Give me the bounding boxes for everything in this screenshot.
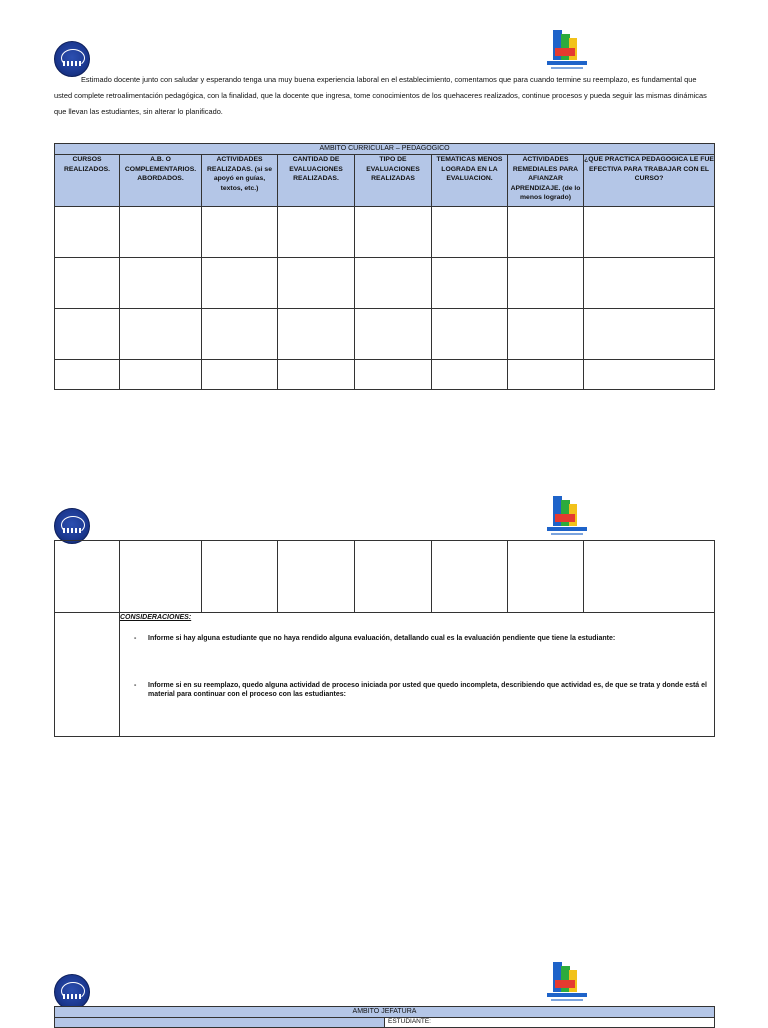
table-cell[interactable]: [432, 541, 508, 613]
header-practica: ¿QUE PRACTICA PEDAGOGICA LE FUE EFECTIVA PARA TRABAJAR CON EL CURSO?: [584, 155, 715, 207]
table-cell[interactable]: [202, 207, 278, 258]
intro-paragraph: Estimado docente junto con saludar y esperando tenga una muy buena experiencia laboral en el establecimiento, comentamos que para cuando termine su reemplazo, es fundamental que usted complete retroalimentación pedagógica, con la finalidad, que la docente que ingresa, tome conocimientos de los quehaceres realizados, continue procesos y pueda seguir las mismas dinámicas que llevan las estudiantes, sin alterar lo planificado.: [54, 75, 707, 116]
table-cell[interactable]: [508, 360, 584, 390]
table-cell[interactable]: [202, 309, 278, 360]
student-label: ESTUDIANTE:: [385, 1018, 715, 1028]
header-tematicas: TEMATICAS MENOS LOGRADA EN LA EVALUACION.: [432, 155, 508, 207]
liceo-logo: [547, 962, 587, 1006]
table-row[interactable]: [55, 541, 715, 613]
header-tipo-evaluaciones: TIPO DE EVALUACIONES REALIZADAS: [355, 155, 432, 207]
table-cell[interactable]: [55, 613, 120, 737]
table-cell[interactable]: [355, 360, 432, 390]
table-cell[interactable]: [355, 258, 432, 309]
liceo-logo: [547, 496, 587, 540]
table-cell[interactable]: [584, 309, 715, 360]
table-cell[interactable]: [278, 360, 355, 390]
table-cell[interactable]: [278, 541, 355, 613]
considerations-cell[interactable]: [120, 613, 715, 737]
table-cell[interactable]: [432, 258, 508, 309]
school-crest-logo: [54, 508, 90, 544]
table-cell[interactable]: [202, 541, 278, 613]
table-cell[interactable]: [120, 360, 202, 390]
consideration-item-incomplete-activity: [120, 681, 714, 699]
table-cell[interactable]: [584, 258, 715, 309]
header-actividades: ACTIVIDADES REALIZADAS. (si se apoyó en guías, textos, etc.): [202, 155, 278, 207]
table-cell[interactable]: [278, 207, 355, 258]
table-cell[interactable]: [508, 541, 584, 613]
jefatura-table-title: AMBITO JEFATURA: [55, 1007, 715, 1018]
table-cell[interactable]: [508, 309, 584, 360]
table-cell[interactable]: [355, 207, 432, 258]
curricular-table-title: AMBITO CURRICULAR – PEDAGOGICO: [55, 144, 715, 155]
table-cell[interactable]: [432, 309, 508, 360]
table-cell[interactable]: [508, 207, 584, 258]
table-cell[interactable]: [55, 258, 120, 309]
table-cell[interactable]: [432, 360, 508, 390]
table-cell[interactable]: [584, 207, 715, 258]
table-row[interactable]: [55, 309, 715, 360]
consideration-text: Informe si hay alguna estudiante que no haya rendido alguna evaluación, detallando cual es la evaluación pendiente que tiene la estudiante:: [148, 635, 616, 642]
table-cell[interactable]: [508, 258, 584, 309]
table-row[interactable]: [55, 360, 715, 390]
consideration-text: Informe si en su reemplazo, quedo alguna actividad de proceso iniciada por usted que quedo incompleta, describiendo que actividad es, de que se trata y donde está el material para continuar con el proceso con las estudiantes:: [148, 682, 707, 698]
considerations-title: CONSIDERACIONES:: [120, 614, 192, 621]
curricular-table: [54, 143, 715, 390]
table-cell[interactable]: [55, 309, 120, 360]
bullet-dash: -: [134, 682, 137, 689]
bullet-dash: -: [134, 635, 137, 642]
table-cell[interactable]: [584, 360, 715, 390]
table-cell[interactable]: [278, 258, 355, 309]
table-cell[interactable]: [55, 1018, 385, 1028]
header-remediales: ACTIVIDADES REMEDIALES PARA AFIANZAR APRENDIZAJE. (de lo menos logrado): [508, 155, 584, 207]
header-cantidad-evaluaciones: CANTIDAD DE EVALUACIONES REALIZADAS.: [278, 155, 355, 207]
table-cell[interactable]: [202, 258, 278, 309]
consideration-item-pending-evaluation: [120, 634, 714, 643]
table-cell[interactable]: [584, 541, 715, 613]
continuation-table: [54, 540, 715, 737]
liceo-logo: [547, 30, 587, 74]
table-cell[interactable]: [55, 207, 120, 258]
table-cell[interactable]: [202, 360, 278, 390]
table-cell[interactable]: [355, 309, 432, 360]
table-cell[interactable]: [120, 541, 202, 613]
table-cell[interactable]: [120, 207, 202, 258]
table-cell[interactable]: [120, 258, 202, 309]
table-cell[interactable]: [55, 541, 120, 613]
considerations-row: [55, 613, 715, 737]
table-cell[interactable]: [120, 309, 202, 360]
table-row[interactable]: [55, 207, 715, 258]
table-cell[interactable]: [355, 541, 432, 613]
header-cursos: CURSOS REALIZADOS.: [55, 155, 120, 207]
table-row[interactable]: [55, 258, 715, 309]
header-ab-complementarios: A.B. O COMPLEMENTARIOS. ABORDADOS.: [120, 155, 202, 207]
school-crest-logo: [54, 974, 90, 1010]
table-cell[interactable]: [55, 360, 120, 390]
jefatura-table: [54, 1006, 715, 1028]
table-cell[interactable]: [278, 309, 355, 360]
table-cell[interactable]: [432, 207, 508, 258]
